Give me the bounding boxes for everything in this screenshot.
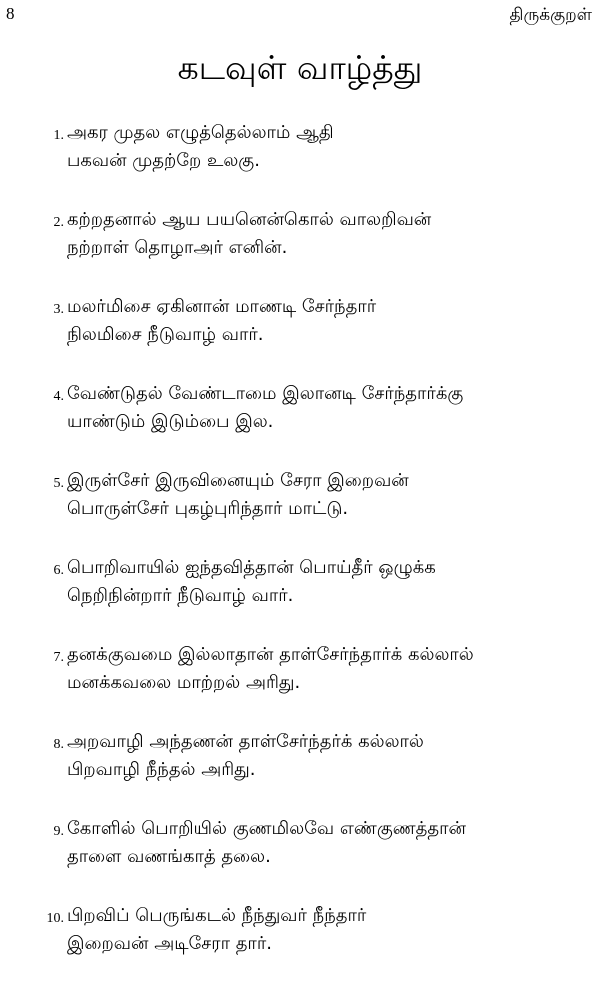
verse-item (0, 901, 600, 988)
verse-number: 3. (53, 302, 64, 317)
verse-line-1: மலர்மிசை ஏகினான் மாணடி சேர்ந்தார் (67, 296, 377, 317)
verse-item (0, 292, 600, 379)
page-number: 8 (6, 4, 15, 23)
running-header: திருக்குறள் (509, 5, 592, 25)
verse-number: 4. (53, 389, 64, 404)
verse-line-2: தாளை வணங்காத் தலை. (67, 846, 271, 867)
verse-item (0, 466, 600, 553)
verse-number: 10. (46, 911, 64, 926)
verse-line-1: பொறிவாயில் ஐந்தவித்தான் பொய்தீர் ஒழுக்க (67, 557, 436, 578)
verse-line-1: கோளில் பொறியில் குணமிலவே எண்குணத்தான் (67, 818, 466, 839)
verse-number: 9. (53, 824, 64, 839)
verse-line-2: யாண்டும் இடும்பை இல. (67, 411, 274, 432)
verse-number: 7. (53, 650, 64, 665)
verse-line-1: அகர முதல எழுத்தெல்லாம் ஆதி (67, 122, 334, 143)
verse-item (0, 814, 600, 901)
verse-item (0, 379, 600, 466)
verse-line-1: அறவாழி அந்தணன் தாள்சேர்ந்தர்க் கல்லால் (67, 731, 424, 752)
verse-number: 5. (53, 476, 64, 491)
verse-line-1: தனக்குவமை இல்லாதான் தாள்சேர்ந்தார்க் கல்லால் (67, 644, 474, 665)
verse-line-1: பிறவிப் பெருங்கடல் நீந்துவர் நீந்தார் (67, 905, 367, 926)
verse-item (0, 727, 600, 814)
verse-line-2: நிலமிசை நீடுவாழ் வார். (67, 324, 264, 345)
verse-list (0, 118, 600, 988)
verse-line-2: பகவன் முதற்றே உலகு. (67, 150, 260, 171)
verse-line-1: வேண்டுதல் வேண்டாமை இலானடி சேர்ந்தார்க்கு (67, 383, 464, 404)
verse-line-2: பொருள்சேர் புகழ்புரிந்தார் மாட்டு. (67, 498, 349, 519)
chapter-title: கடவுள் வாழ்த்து (177, 48, 423, 87)
verse-line-1: இருள்சேர் இருவினையும் சேரா இறைவன் (67, 470, 409, 491)
verse-number: 1. (53, 128, 64, 143)
verse-number: 6. (53, 563, 64, 578)
verse-item (0, 118, 600, 205)
verse-line-1: கற்றதனால் ஆய பயனென்கொல் வாலறிவன் (67, 209, 432, 230)
verse-line-2: இறைவன் அடிசேரா தார். (67, 933, 272, 954)
verse-item (0, 553, 600, 640)
verse-item (0, 205, 600, 292)
verse-line-2: மனக்கவலை மாற்றல் அரிது. (67, 672, 301, 693)
verse-number: 8. (53, 737, 64, 752)
verse-line-2: பிறவாழி நீந்தல் அரிது. (67, 759, 256, 780)
verse-line-2: நற்றாள் தொழாஅர் எனின். (67, 237, 288, 258)
verse-line-2: நெறிநின்றார் நீடுவாழ் வார். (67, 585, 294, 606)
verse-item (0, 640, 600, 727)
verse-number: 2. (53, 215, 64, 230)
